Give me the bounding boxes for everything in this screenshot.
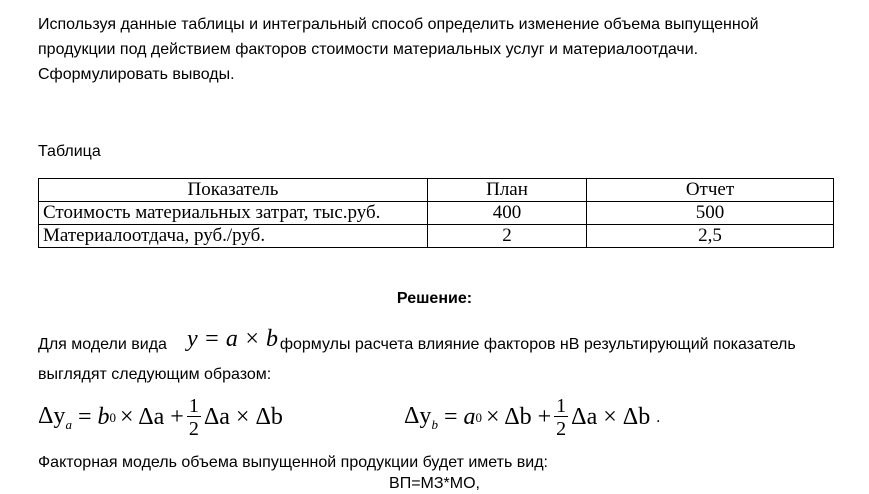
fraction-numerator: 1	[556, 395, 567, 417]
cell-plan: 2	[428, 225, 587, 248]
cell-report: 500	[587, 202, 834, 225]
task-line: Используя данные таблицы и интегральный способ определить изменение объема выпущенной	[38, 16, 759, 33]
task-text	[38, 12, 834, 87]
factor-model-formula: ВП=МЗ*МО,	[389, 475, 480, 492]
table-header-row	[39, 179, 834, 202]
model-formula: y = a × b	[187, 326, 279, 352]
formula-lhs: Δy	[404, 402, 432, 429]
model-prefix: Для модели вида	[38, 336, 167, 353]
solution-title: Решение:	[396, 290, 473, 307]
cell-indicator: Стоимость материальных затрат, тыс.руб.	[39, 202, 428, 225]
model-description	[38, 334, 796, 356]
formula-term: a	[463, 404, 476, 430]
formula-term2: Δa × Δb	[571, 404, 651, 430]
fraction	[554, 396, 568, 439]
fraction-denominator: 2	[188, 418, 199, 440]
task-line: Сформулировать выводы.	[38, 66, 235, 83]
data-table	[38, 178, 834, 248]
fraction-numerator: 1	[188, 395, 199, 417]
table-row	[39, 225, 834, 248]
task-line: продукции под действием факторов стоимости материальных услуг и материалоотдачи.	[38, 41, 699, 58]
formula-term-rest: × Δa +	[119, 404, 184, 430]
table-row	[39, 202, 834, 225]
formula-term2: Δa × Δb	[203, 404, 283, 430]
factor-model-text: Факторная модель объема выпущенной продукции будет иметь вид:	[38, 454, 548, 471]
formula-delta-ya: $\Delta y_a$ = b 0 × Δa + $\frac{1}{2}$ Δa × Δb	[38, 395, 283, 440]
header-report: Отчет	[587, 179, 834, 202]
formula-end: .	[656, 408, 661, 426]
formula-lhs-sub: b	[431, 416, 438, 432]
header-indicator: Показатель	[39, 179, 428, 202]
model-suffix: формулы расчета влияние факторов нВ результирующий показатель	[279, 336, 796, 353]
cell-indicator: Материалоотдача, руб./руб.	[39, 225, 428, 248]
formula-term-rest: × Δb +	[485, 404, 552, 430]
formula-term: b	[97, 404, 110, 430]
cell-report: 2,5	[587, 225, 834, 248]
formula-lhs: Δy	[38, 402, 66, 429]
formula-term-sub: 0	[109, 409, 116, 425]
formula-lhs-sub: a	[65, 416, 72, 432]
header-plan: План	[428, 179, 587, 202]
table-caption: Таблица	[38, 143, 101, 160]
fraction-denominator: 2	[556, 418, 567, 440]
fraction	[187, 396, 201, 439]
formula-term-sub: 0	[475, 409, 482, 425]
model-description-line2: выглядят следующим образом:	[38, 366, 272, 383]
formula-delta-yb: $\Delta y_b$ = a 0 × Δb + $\frac{1}{2}$ Δa × Δb .	[404, 395, 661, 440]
cell-plan: 400	[428, 202, 587, 225]
